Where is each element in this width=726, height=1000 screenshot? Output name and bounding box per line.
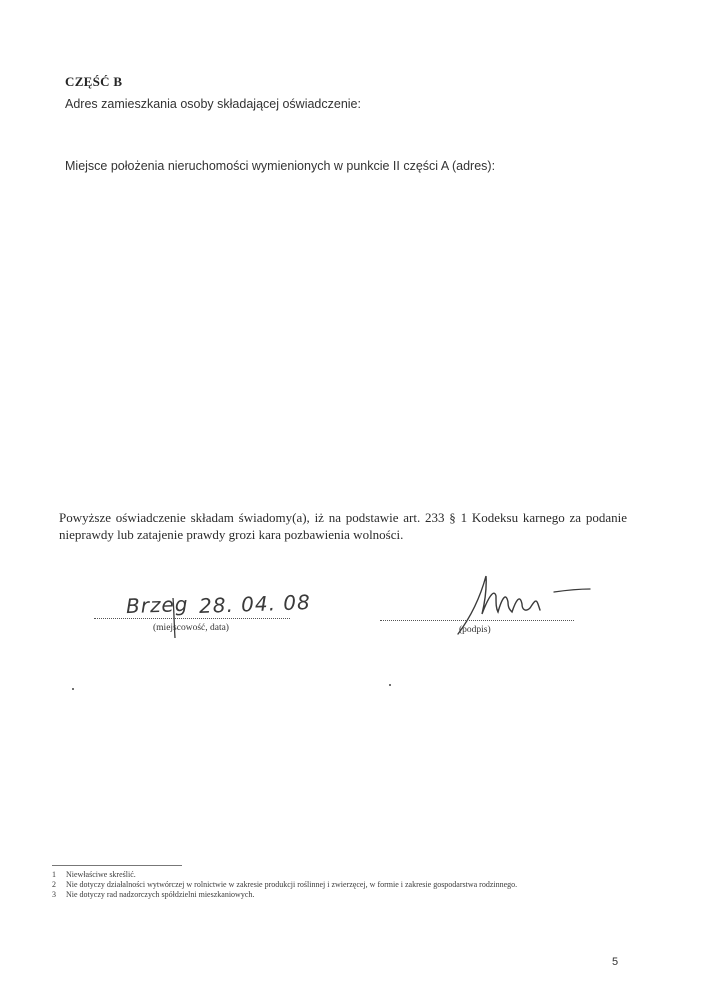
- place-date-caption: (miejscowość, data): [153, 623, 229, 633]
- page-number: 5: [612, 956, 619, 968]
- section-title: CZĘŚĆ B: [65, 74, 123, 89]
- handwritten-date: 28. 04. 08: [198, 590, 312, 618]
- place-date-dotted-line: [94, 618, 290, 619]
- property-location-label: Miejsce położenia nieruchomości wymienionych w punkcie II części A (adres):: [65, 159, 496, 173]
- signature-dotted-line: [380, 620, 574, 621]
- footnotes: [52, 870, 517, 900]
- scan-speck: [389, 684, 391, 686]
- declaration-text: Powyższe oświadczenie składam świadomy(a), iż na podstawie art. 233 § 1 Kodeksu karnego za podanie nieprawdy lub zatajenie prawdy grozi kara pozbawienia wolności.: [59, 510, 627, 542]
- scan-speck: [72, 688, 74, 690]
- footnote-text: Niewłaściwe skreślić.: [66, 870, 136, 879]
- footnote-text: Nie dotyczy rad nadzorczych spółdzielni mieszkaniowych.: [66, 890, 255, 899]
- footnote-number: 1: [52, 870, 56, 879]
- footnote-separator: [52, 865, 182, 866]
- signature-caption: (podpis): [459, 625, 491, 635]
- footnote-item: [52, 870, 517, 880]
- footnote-number: 3: [52, 890, 56, 899]
- footnote-item: [52, 890, 517, 900]
- residence-address-label: Adres zamieszkania osoby składającej oświadczenie:: [65, 97, 361, 111]
- handwritten-place: Brzeg: [125, 591, 189, 619]
- footnote-number: 2: [52, 880, 56, 889]
- footnote-item: [52, 880, 517, 890]
- footnote-text: Nie dotyczy działalności wytwórczej w rolnictwie w zakresie produkcji roślinnej i zwierzęcej, w formie i zakresie gospodarstwa rodzinnego.: [66, 880, 518, 889]
